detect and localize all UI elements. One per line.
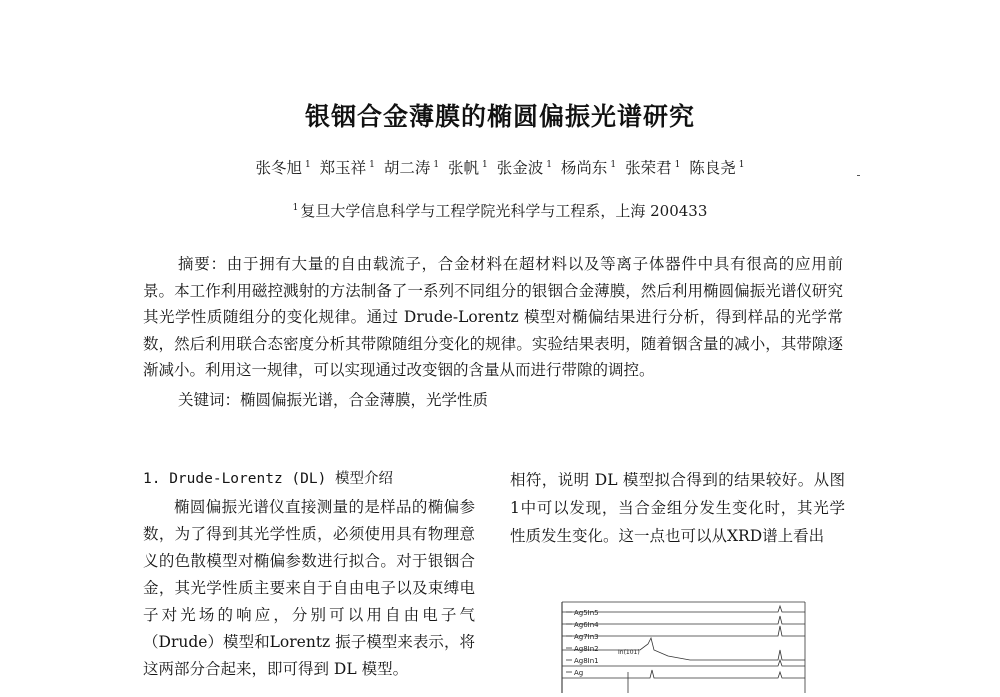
author: 杨尚东 $^1$ [560, 159, 617, 177]
abstract [143, 251, 843, 413]
peak-label: In(101) [618, 649, 640, 656]
author: 张冬旭 $^1$ [255, 159, 311, 177]
author: 张荣君 $^1$ [625, 159, 681, 177]
section-heading: 1. Drude-Lorentz (DL) 模型介绍 [143, 471, 394, 487]
legend-ag8in2: Ag8In2 [574, 645, 599, 653]
author: 郑玉祥 $^1$ [319, 159, 375, 177]
legend-ag6in4: Ag6In4 [574, 621, 599, 629]
abstract-text: 摘要：由于拥有大量的自由载流子，合金材料在超材料以及等离子体器件中具有很高的应用前景。本工作利用磁控溅射的方法制备了一系列不同组分的银铟合金薄膜，然后利用椭圆偏振光谱仪研究其光学性质随组分的变化规律。通过 Drude-Lorentz 模型对椭偏结果进行分析，得到样品的光学常数，然后利用联合态密度分析其带隙随组分变化的规律。实验结果表明，随着铟含量的减小，其带隙逐渐减小。利用这一规律，可以实现通过改变铟的含量从而进行带隙的调控。 [143, 255, 843, 379]
right-column-text: 相符，说明 DL 模型拟合得到的结果较好。从图1中可以发现，当合金组分发生变化时，其光学性质发生变化。这一点也可以从XRD谱上看出 [510, 471, 845, 545]
legend-ag5in5: Ag5In5 [574, 609, 599, 617]
affiliation: $^1$ 复旦大学信息科学与工程学院光科学与工程系，上海 200433 [292, 202, 708, 220]
scan-speck [857, 175, 860, 176]
keywords: 关键词：椭圆偏振光谱，合金薄膜，光学性质 [178, 390, 489, 409]
paper-title: 银铟合金薄膜的椭圆偏振光谱研究 [304, 102, 695, 131]
author: 陈良尧 $^1$ [689, 159, 745, 177]
xrd-plot [540, 598, 825, 693]
author: 张金波 $^1$ [496, 159, 552, 177]
legend-ag8in1: Ag8In1 [574, 657, 599, 665]
legend-ag7in3: Ag7In3 [574, 633, 599, 641]
legend-ag: Ag [574, 669, 584, 677]
xrd-trace-ag [562, 670, 805, 678]
xrd-figure [540, 598, 825, 693]
right-column [510, 466, 845, 550]
author: 胡二涛 $^1$ [383, 159, 440, 177]
author: 张帆 $^1$ [448, 159, 488, 177]
left-column [143, 466, 475, 683]
section-body: 椭圆偏振光谱仪直接测量的是样品的椭偏参数，为了得到其光学性质，必须使用具有物理意义的色散模型对椭偏参数进行拟合。对于银铟合金，其光学性质主要来自于自由电子以及束缚电子对光场的响应，分别可以用自由电子气（Drude）模型和Lorentz 振子模型来表示，将这两部分合起来，即可得到 DL 模型。 [143, 498, 475, 678]
author-list [0, 156, 1000, 178]
